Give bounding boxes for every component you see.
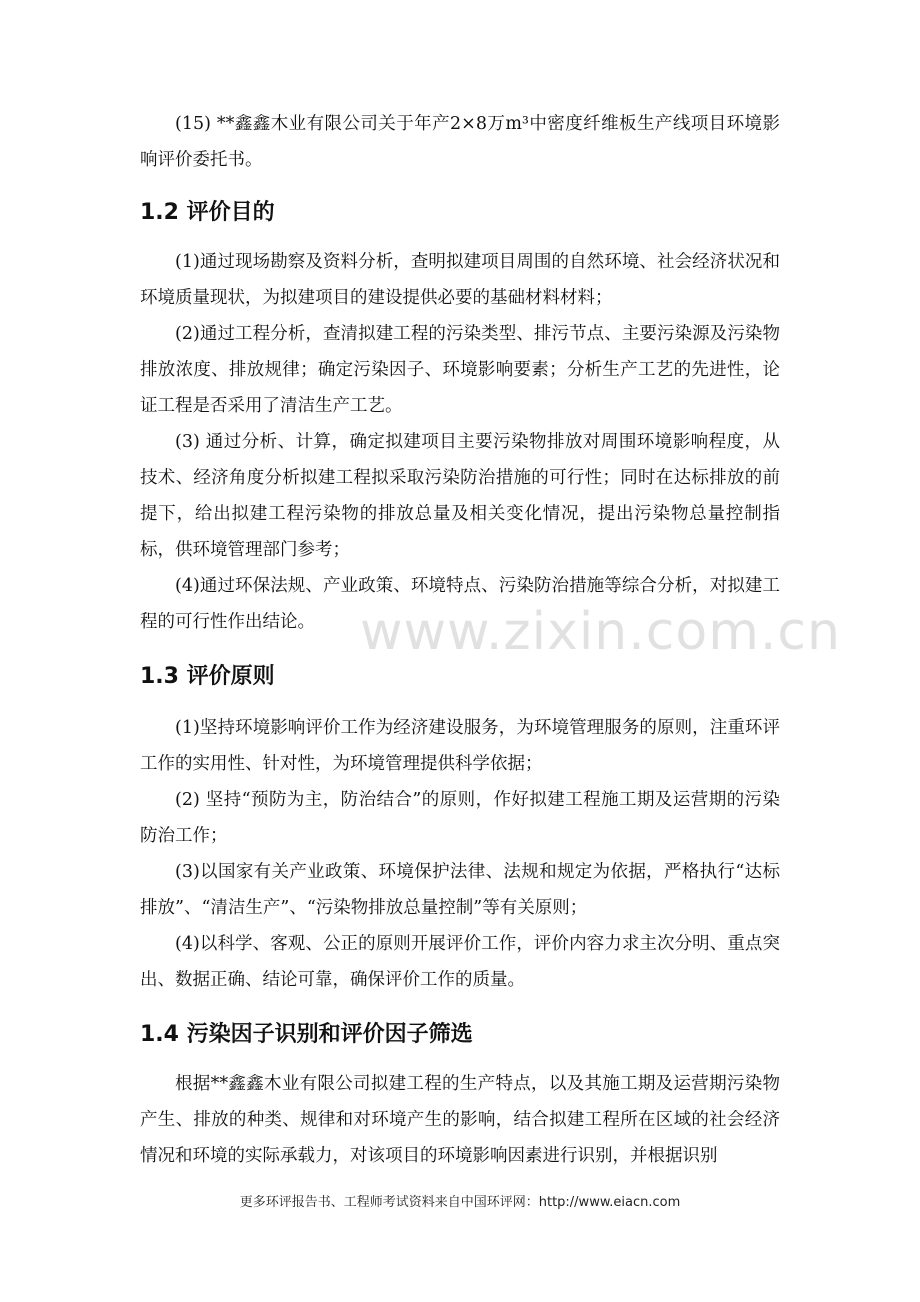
paragraph-principle-3: (3)以国家有关产业政策、环境保护法律、法规和规定为依据，严格执行“达标排放”、“清洁生产”、“污染物排放总量控制”等有关原则； (140, 862, 780, 918)
section-heading-1-4: 1.4 污染因子识别和评价因子筛选 (140, 1022, 473, 1047)
paragraph-goal-1: (1)通过现场勘察及资料分析，查明拟建项目周围的自然环境、社会经济状况和环境质量现状，为拟建项目的建设提供必要的基础材料材料； (140, 252, 780, 308)
paragraph-principle-1: (1)坚持环境影响评价工作为经济建设服务，为环境管理服务的原则，注重环评工作的实用性、针对性，为环境管理提供科学依据； (140, 718, 780, 774)
watermark-text: www.zixin.com.cn (360, 602, 841, 662)
paragraph-goal-3: (3) 通过分析、计算，确定拟建项目主要污染物排放对周围环境影响程度，从技术、经济角度分析拟建工程拟采取污染防治措施的可行性；同时在达标排放的前提下，给出拟建工程污染物的排放总量及相关变化情况，提出污染物总量控制指标，供环境管理部门参考； (140, 432, 780, 560)
paragraph-factor-intro: 根据**鑫鑫木业有限公司拟建工程的生产特点，以及其施工期及运营期污染物产生、排放的种类、规律和对环境产生的影响，结合拟建工程所在区域的社会经济情况和环境的实际承载力，对该项目的环境影响因素进行识别，并根据识别 (140, 1074, 780, 1166)
section-heading-1-3: 1.3 评价原则 (140, 664, 275, 689)
paragraph-goal-2: (2)通过工程分析，查清拟建工程的污染类型、排污节点、主要污染源及污染物排放浓度、排放规律；确定污染因子、环境影响要素；分析生产工艺的先进性，论证工程是否采用了清洁生产工艺。 (140, 324, 780, 416)
paragraph-principle-2: (2) 坚持“预防为主，防治结合”的原则，作好拟建工程施工期及运营期的污染防治工作； (140, 790, 780, 846)
section-heading-1-2: 1.2 评价目的 (140, 200, 275, 225)
paragraph-item-15: (15) **鑫鑫木业有限公司关于年产2×8万m³中密度纤维板生产线项目环境影响评价委托书。 (140, 114, 780, 170)
paragraph-goal-4: (4)通过环保法规、产业政策、环境特点、污染防治措施等综合分析，对拟建工程的可行性作出结论。 (140, 576, 780, 632)
page-footer: 更多环评报告书、工程师考试资料来自中国环评网：http://www.eiacn.com (239, 1195, 681, 1210)
paragraph-principle-4: (4)以科学、客观、公正的原则开展评价工作，评价内容力求主次分明、重点突出、数据正确、结论可靠，确保评价工作的质量。 (140, 934, 780, 990)
